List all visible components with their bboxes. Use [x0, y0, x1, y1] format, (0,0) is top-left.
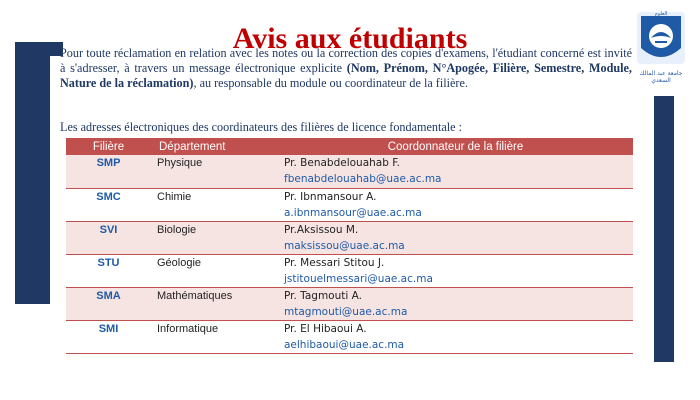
university-logo-text: جامعة عبد المالك السعدي	[639, 70, 683, 84]
coordinator-cell	[278, 320, 633, 353]
departement-name: Biologie	[157, 223, 197, 236]
coordinator-cell	[278, 188, 633, 221]
filiere-code: SMP	[96, 157, 121, 169]
coordinator-email-link[interactable]: jstitouelmessari@uae.ac.ma	[284, 272, 433, 285]
coordinator-cell	[278, 155, 633, 188]
coordinator-email-link[interactable]: mtagmouti@uae.ac.ma	[284, 305, 408, 318]
intro-text-2: , au responsable du module ou coordinateur de la filière.	[193, 76, 468, 90]
coordinator-name: Pr. Tagmouti A.	[284, 289, 362, 302]
coordinator-cell	[278, 287, 633, 320]
departement-name: Géologie	[157, 256, 202, 269]
table-row	[66, 221, 633, 254]
page-title: Avis aux étudiants	[232, 22, 468, 55]
header-coordinateur: Coordonnateur de la filière	[278, 138, 633, 155]
coordinator-email-link[interactable]: fbenabdelouahab@uae.ac.ma	[284, 173, 442, 185]
coordinator-email-link[interactable]: maksissou@uae.ac.ma	[284, 239, 405, 252]
table-row	[66, 287, 633, 320]
coordinators-table	[66, 138, 633, 354]
coordinator-email-link[interactable]: a.ibnmansour@uae.ac.ma	[284, 206, 422, 219]
coordinator-name: Pr. Messari Stitou J.	[284, 256, 385, 269]
filiere-code: SMC	[96, 190, 121, 203]
filiere-code: SVI	[99, 223, 118, 236]
filiere-code: SMA	[96, 289, 121, 302]
intro-paragraph	[60, 46, 632, 91]
intro-bold-fields: (Nom, Prénom, N°Apogée, Filière, Semestre, Module, Nature de la réclamation)	[60, 61, 632, 90]
departement-name: Mathématiques	[157, 289, 233, 302]
lead-text: Les adresses électroniques des coordinateurs des filières de licence fondamentale :	[60, 120, 463, 134]
svg-text:ﺍﻟﻌﻠﻮﻡ: ﺍﻟﻌﻠﻮﻡ	[654, 11, 668, 17]
departement-name: Chimie	[157, 190, 192, 203]
coordinator-name: Pr.Aksissou M.	[284, 223, 359, 236]
coordinator-cell	[278, 221, 633, 254]
departement-name: Informatique	[157, 322, 219, 335]
filiere-code: STU	[97, 256, 120, 269]
table-row	[66, 320, 633, 353]
header-departement: Département	[151, 138, 278, 155]
table-header-row	[66, 138, 633, 155]
table-row	[66, 254, 633, 287]
header-filiere: Filière	[66, 138, 151, 155]
intro-text-1: Pour toute réclamation en relation avec les notes ou la correction des copies d'examens, l'étudiant concerné est invité à s'adresser, à travers un message électronique explicite	[60, 46, 632, 75]
coordinator-cell	[278, 254, 633, 287]
coordinator-name: Pr. El Hibaoui A.	[284, 322, 367, 335]
departement-name: Physique	[157, 157, 203, 169]
table-row	[66, 188, 633, 221]
filiere-code: SMI	[98, 322, 119, 335]
coordinator-name: Pr. Benabdelouahab F.	[284, 157, 400, 169]
table-row	[66, 155, 633, 188]
coordinator-email-link[interactable]: aelhibaoui@uae.ac.ma	[284, 338, 405, 351]
coordinator-name: Pr. Ibnmansour A.	[284, 190, 377, 203]
